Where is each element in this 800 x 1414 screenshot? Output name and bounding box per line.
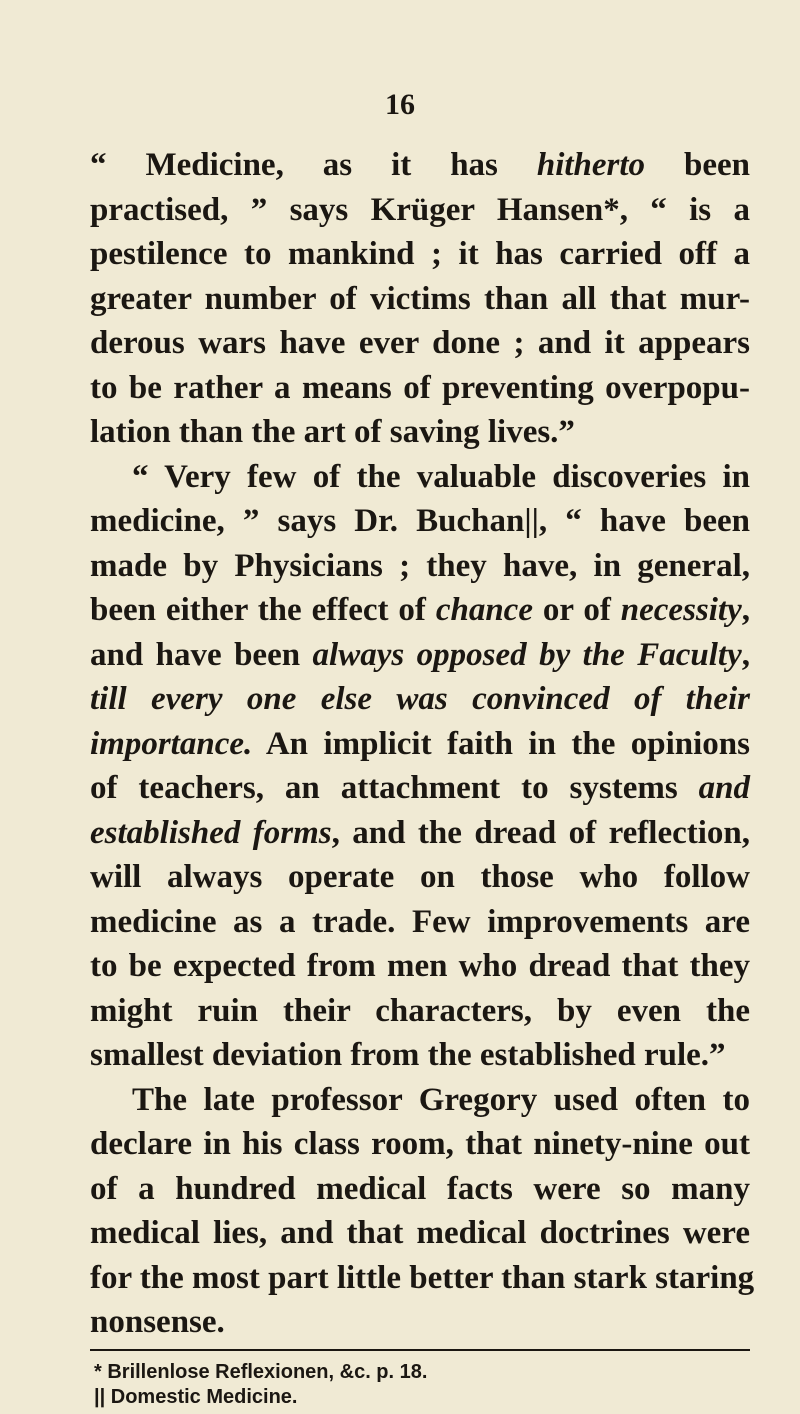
text-line	[90, 722, 750, 767]
italic-text: and	[698, 770, 750, 806]
text-line	[90, 766, 750, 811]
italic-text: always opposed by the Faculty	[312, 636, 742, 673]
italic-text: established forms	[90, 814, 332, 851]
text-segment: declare in his class room, that ninety-nine out	[90, 1126, 750, 1162]
text-line	[90, 1300, 750, 1345]
text-line	[90, 900, 750, 945]
text-line	[90, 277, 750, 322]
text-line	[90, 366, 750, 411]
text-line	[90, 455, 750, 500]
text-segment: medical lies, and that medical doctrines were	[90, 1215, 750, 1251]
text-line	[90, 633, 750, 678]
page-number: 16	[385, 88, 415, 121]
text-segment: will always operate on those who follow	[90, 859, 750, 895]
text-segment: and have been	[90, 636, 313, 673]
text-segment: ,	[741, 592, 750, 628]
footnote-buchan: || Domestic Medicine.	[94, 1386, 298, 1408]
italic-text: hitherto	[536, 147, 646, 183]
text-segment: for the most part little better than stark staring	[90, 1259, 755, 1296]
text-line	[90, 811, 750, 856]
text-segment: derous wars have ever done ; and it appears	[90, 325, 750, 361]
text-line	[90, 1122, 750, 1167]
text-segment: practised, ” says Krüger Hansen*, “ is a	[90, 191, 750, 228]
text-segment: of teachers, an attachment to systems	[90, 770, 699, 806]
text-segment: , and the dread of reflection,	[331, 814, 750, 851]
italic-text: necessity	[620, 592, 742, 628]
text-segment: “ Medicine, as it has	[90, 147, 537, 183]
paragraph	[90, 1078, 755, 1345]
text-line	[90, 588, 750, 633]
text-segment: made by Physicians ; they have, in general,	[90, 547, 750, 584]
text-line	[90, 989, 750, 1034]
text-line	[90, 143, 750, 188]
footnote-rule	[90, 1349, 750, 1351]
text-line	[90, 410, 750, 455]
text-segment: lation than the art of saving lives.”	[90, 414, 575, 450]
text-segment: “ Very few of the valuable discoveries in	[132, 458, 750, 495]
text-segment: An implicit faith in the opinions	[252, 725, 750, 762]
text-line	[90, 188, 750, 233]
text-segment: of a hundred medical facts were so many	[90, 1170, 750, 1207]
text-segment: pestilence to mankind ; it has carried off a	[90, 236, 750, 272]
italic-text: chance	[435, 592, 533, 628]
text-line	[90, 944, 750, 989]
paragraph	[90, 455, 750, 1078]
text-segment: medicine, ” says Dr. Buchan||, “ have been	[90, 503, 750, 539]
text-segment: nonsense.	[90, 1304, 225, 1340]
text-segment: The late professor Gregory used often to	[132, 1081, 750, 1118]
text-line	[90, 1033, 750, 1078]
text-segment: been either the effect of	[90, 592, 436, 628]
text-segment: medicine as a trade. Few improvements are	[90, 903, 750, 940]
paragraph	[90, 143, 750, 455]
text-segment: might ruin their characters, by even the	[90, 992, 750, 1029]
text-segment: ,	[741, 636, 750, 673]
body-text	[90, 143, 755, 1345]
text-segment: greater number of victims than all that mur-	[90, 280, 750, 317]
italic-text: till every one else was convinced of their	[90, 681, 750, 717]
text-line	[90, 499, 750, 544]
footnotes	[90, 1360, 750, 1410]
text-line	[90, 232, 750, 277]
text-line	[90, 855, 750, 900]
text-line	[90, 1256, 755, 1301]
text-line	[90, 1167, 750, 1212]
text-segment: or of	[532, 592, 621, 628]
italic-text: importance.	[90, 725, 253, 762]
text-line	[90, 321, 750, 366]
footnote-krueger-hansen: * Brillenlose Reflexionen, &c. p. 18.	[94, 1361, 428, 1383]
text-line	[90, 1211, 750, 1256]
text-segment: smallest deviation from the established rule.”	[90, 1037, 726, 1073]
text-line	[90, 1078, 750, 1123]
text-line	[90, 677, 750, 722]
text-segment: been	[645, 147, 750, 183]
text-line	[90, 544, 750, 589]
text-segment: to be rather a means of preventing overpopu-	[90, 369, 750, 406]
text-segment: to be expected from men who dread that they	[90, 948, 750, 984]
